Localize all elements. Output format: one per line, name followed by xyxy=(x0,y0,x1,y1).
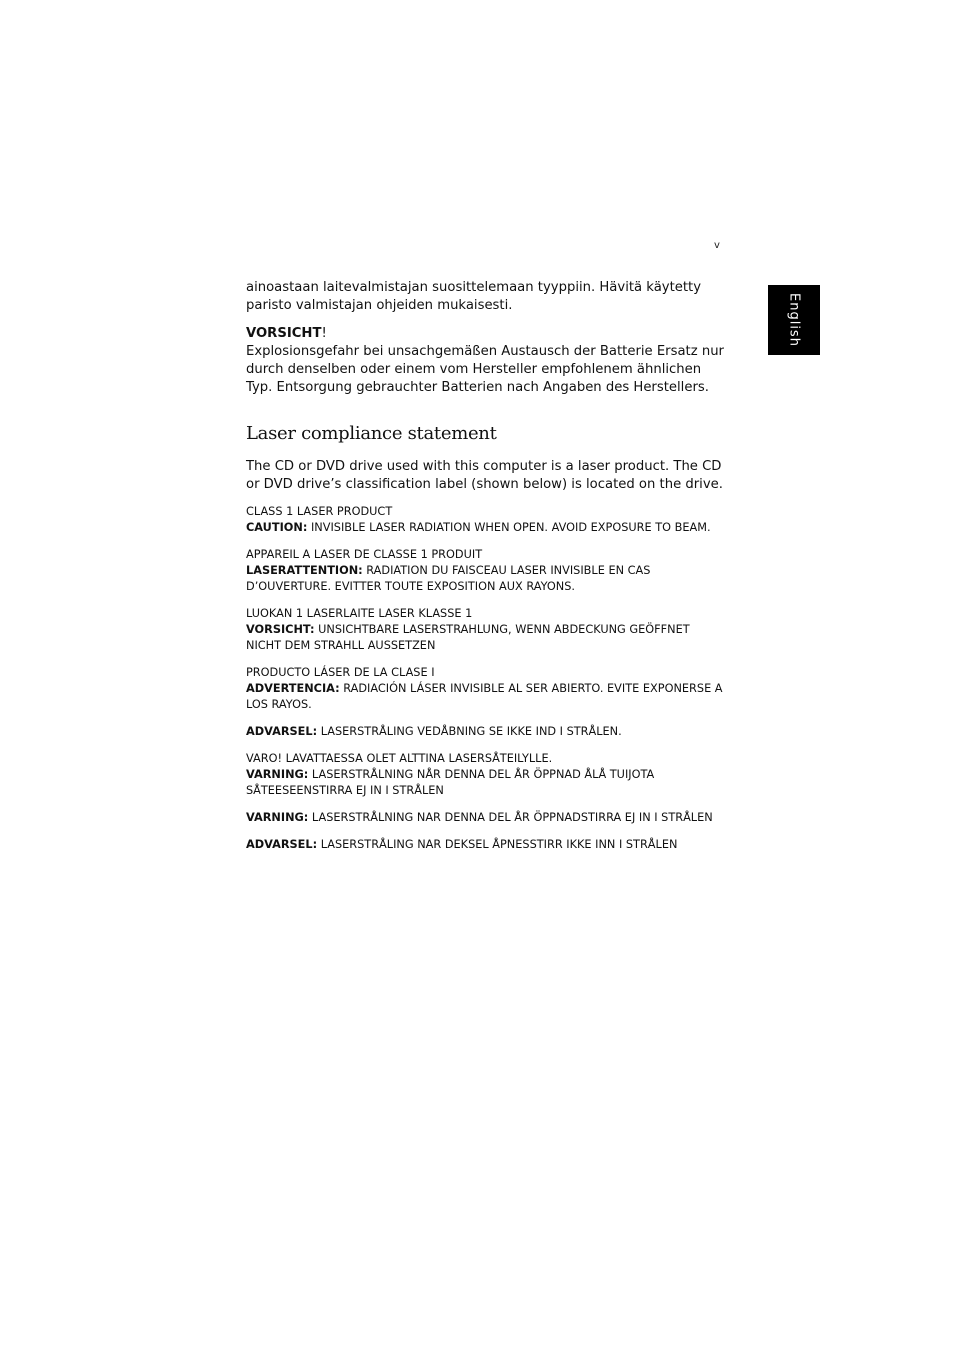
notice-text: LASERSTRÅLING NAR DEKSEL ÅPNESSTIRR IKKE INN I STRÅLEN xyxy=(317,838,678,851)
notice-text: LASERSTRÅLNING NÅR DENNA DEL ÅR ÖPPNAD ÅLÅ TUIJOTA SÅTEESEENSTIRRA EJ IN I STRÅLEN xyxy=(246,768,655,797)
laser-notice xyxy=(246,606,724,654)
language-tab xyxy=(768,285,820,355)
notice-line1: PRODUCTO LÁSER DE LA CLASE I xyxy=(246,666,435,679)
notice-text: UNSICHTBARE LASERSTRAHLUNG, WENN ABDECKUNG GEÖFFNET NICHT DEM STRAHLL AUSSETZEN xyxy=(246,623,690,652)
notice-label: ADVARSEL: xyxy=(246,725,318,738)
vorsicht-text: Explosionsgefahr bei unsachgemäßen Austausch der Batterie Ersatz nur durch denselben oder einem vom Hersteller empfohlenem ähnlichen Typ. Entsorgung gebrauchter Batterien nach Angaben des Herstellers. xyxy=(246,344,724,395)
vorsicht-exclaim: ! xyxy=(321,326,327,341)
notice-text: RADIATION DU FAISCEAU LASER INVISIBLE EN CAS D’OUVERTURE. EVITTER TOUTE EXPOSITION AUX RAYONS. xyxy=(246,564,651,593)
notice-label: LASERATTENTION: xyxy=(246,564,363,577)
notice-label: CAUTION: xyxy=(246,521,308,534)
laser-intro-paragraph: The CD or DVD drive used with this computer is a laser product. The CD or DVD drive’s classification label (shown below) is located on the drive. xyxy=(246,459,723,492)
notice-label: VARNING: xyxy=(246,811,309,824)
notice-label: ADVARSEL: xyxy=(246,838,318,851)
notice-text: LASERSTRÅLNING NAR DENNA DEL ÅR ÖPPNADSTIRRA EJ IN I STRÅLEN xyxy=(308,811,713,824)
laser-notices xyxy=(246,504,724,853)
notice-text: RADIACIÓN LÁSER INVISIBLE AL SER ABIERTO. EVITE EXPONERSE A LOS RAYOS. xyxy=(246,682,723,711)
page-content xyxy=(246,279,724,853)
notice-text: INVISIBLE LASER RADIATION WHEN OPEN. AVOID EXPOSURE TO BEAM. xyxy=(307,521,711,534)
notice-text: LASERSTRÅLING VEDÅBNING SE IKKE IND I STRÅLEN. xyxy=(317,725,622,738)
notice-label: ADVERTENCIA: xyxy=(246,682,340,695)
finnish-battery-paragraph: ainoastaan laitevalmistajan suosittelemaan tyyppiin. Hävitä käytetty paristo valmistajan ohjeiden mukaisesti. xyxy=(246,280,702,313)
laser-notice xyxy=(246,665,724,713)
notice-label: VORSICHT: xyxy=(246,623,315,636)
section-title: Laser compliance statement xyxy=(246,423,497,444)
page-number: v xyxy=(714,240,720,251)
notice-line1: VARO! LAVATTAESSA OLET ALTTINA LASERSÅTEILYLLE. xyxy=(246,752,553,765)
laser-notice xyxy=(246,810,724,826)
language-tab-label: English xyxy=(786,293,802,347)
vorsicht-block xyxy=(246,325,724,397)
notice-line1: APPAREIL A LASER DE CLASSE 1 PRODUIT xyxy=(246,548,483,561)
laser-notice xyxy=(246,837,724,853)
notice-line1: LUOKAN 1 LASERLAITE LASER KLASSE 1 xyxy=(246,607,473,620)
laser-notice xyxy=(246,547,724,595)
laser-notice xyxy=(246,724,724,740)
notice-label: VARNING: xyxy=(246,768,309,781)
notice-line1: CLASS 1 LASER PRODUCT xyxy=(246,505,393,518)
laser-notice xyxy=(246,751,724,799)
laser-notice xyxy=(246,504,724,536)
vorsicht-heading: VORSICHT xyxy=(246,326,322,341)
